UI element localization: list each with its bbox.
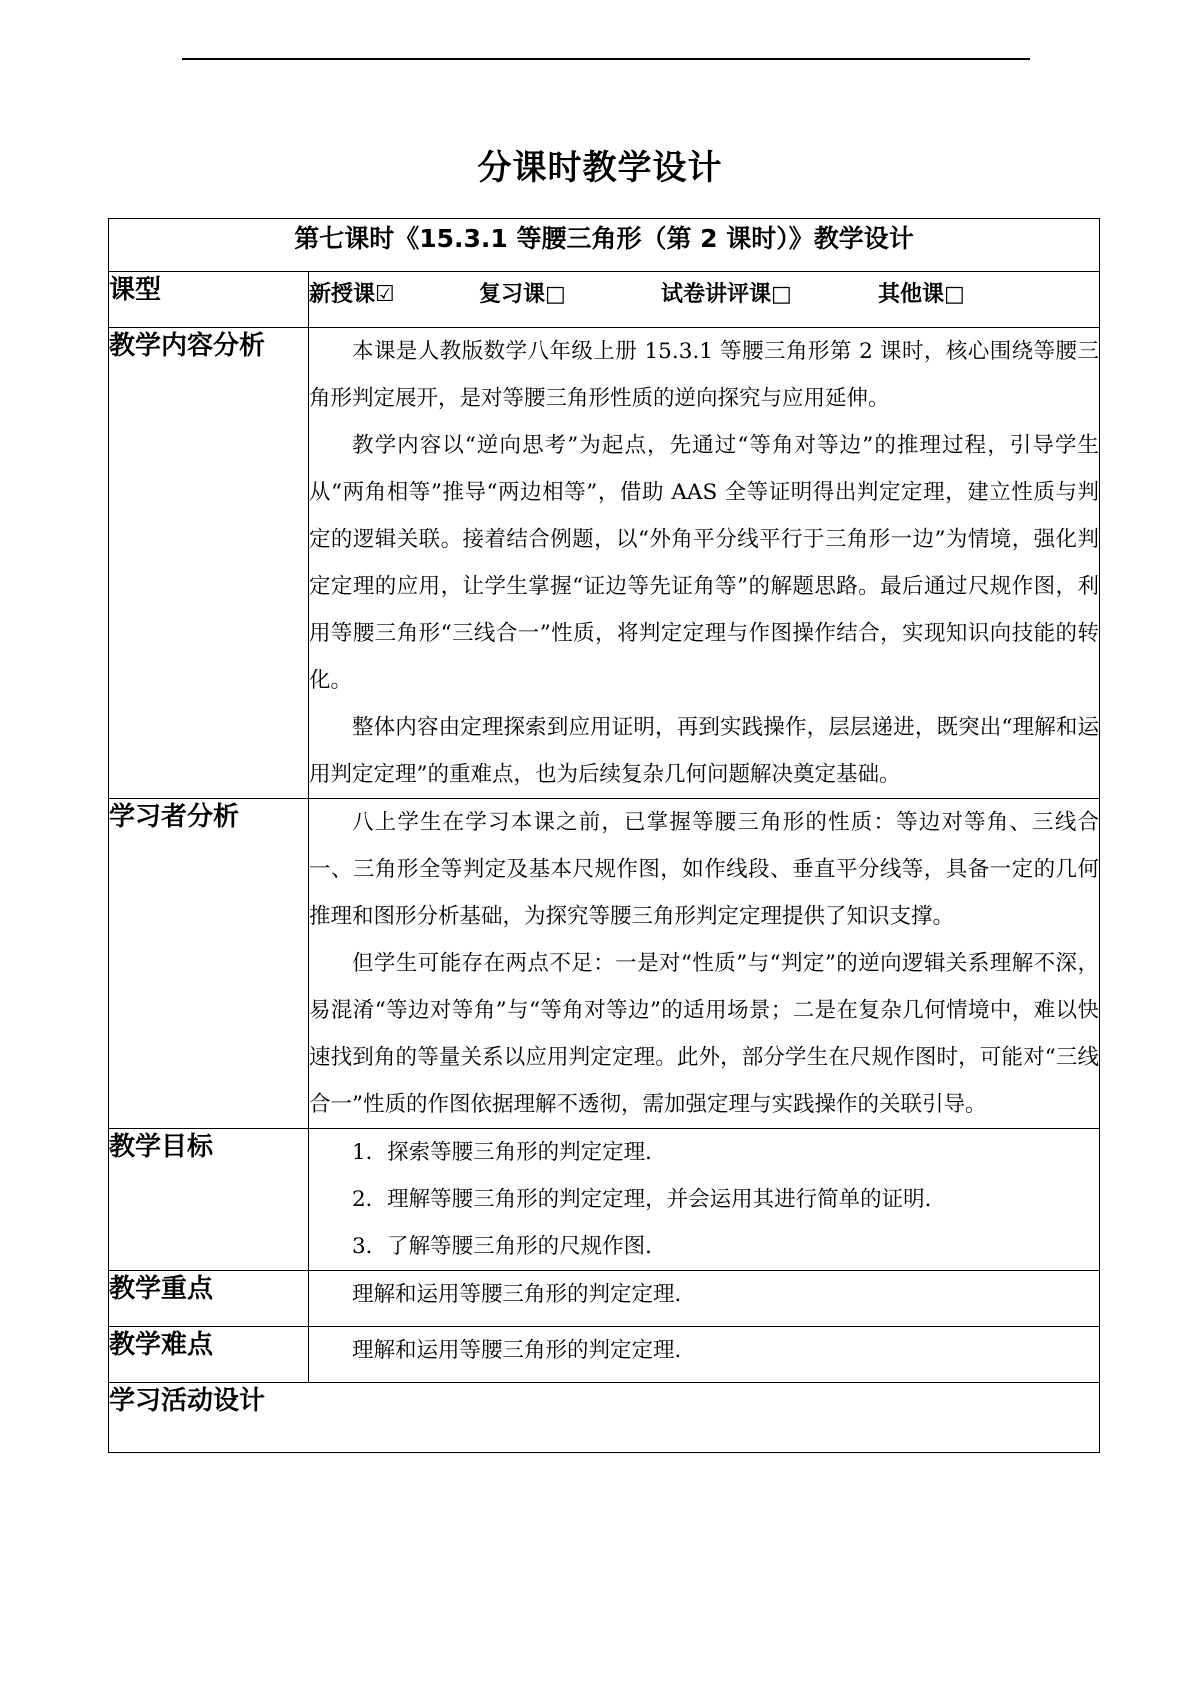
activity-design-row	[109, 1383, 1100, 1453]
activity-design-label: 学习活动设计	[109, 1383, 1100, 1453]
learner-paragraph: 但学生可能存在两点不足：一是对“性质”与“判定”的逆向逻辑关系理解不深，易混淆“等边对等角”与“等角对等边”的适用场景；二是在复杂几何情境中，难以快速找到角的等量关系以应用判定定理。此外，部分学生在尺规作图时，可能对“三线合一”性质的作图依据理解不透彻，需加强定理与实践操作的关联引导。	[309, 951, 1099, 1117]
option-new-lesson[interactable]: 新授课☑	[309, 282, 395, 307]
lesson-type-options	[309, 272, 1100, 328]
key-point-label: 教学重点	[109, 1271, 309, 1327]
difficult-point-label: 教学难点	[109, 1327, 309, 1383]
objectives-body	[309, 1129, 1100, 1271]
lesson-type-label: 课型	[109, 272, 309, 328]
objective-item: 3．了解等腰三角形的尺规作图．	[352, 1234, 667, 1259]
option-review-lesson[interactable]: 复习课□	[479, 282, 566, 307]
learner-analysis-label: 学习者分析	[109, 799, 309, 1129]
lesson-title-row	[109, 219, 1100, 272]
learner-analysis-row	[109, 799, 1100, 1129]
difficult-point-text: 理解和运用等腰三角形的判定定理．	[352, 1338, 697, 1363]
lesson-type-row	[109, 272, 1100, 328]
page-title: 分课时教学设计	[477, 148, 723, 188]
lesson-design-table	[108, 218, 1100, 1453]
difficult-point-row	[109, 1327, 1100, 1383]
content-analysis-label: 教学内容分析	[109, 328, 309, 799]
content-analysis-body	[309, 328, 1100, 799]
objectives-row	[109, 1129, 1100, 1271]
option-exam-review-lesson[interactable]: 试卷讲评课□	[661, 282, 792, 307]
objective-item: 1．探索等腰三角形的判定定理．	[352, 1140, 667, 1165]
option-other-lesson[interactable]: 其他课□	[878, 282, 965, 307]
lesson-title: 第七课时《15.3.1 等腰三角形（第 2 课时）》教学设计	[109, 219, 1100, 272]
difficult-point-body	[309, 1327, 1100, 1383]
objectives-label: 教学目标	[109, 1129, 309, 1271]
key-point-row	[109, 1271, 1100, 1327]
content-paragraph: 本课是人教版数学八年级上册 15.3.1 等腰三角形第 2 课时，核心围绕等腰三角形判定展开，是对等腰三角形性质的逆向探究与应用延伸。	[309, 339, 1099, 411]
key-point-text: 理解和运用等腰三角形的判定定理．	[352, 1282, 697, 1307]
objective-item: 2．理解等腰三角形的判定定理，并会运用其进行简单的证明．	[352, 1187, 947, 1212]
content-analysis-row	[109, 328, 1100, 799]
learner-analysis-body	[309, 799, 1100, 1129]
learner-paragraph: 八上学生在学习本课之前，已掌握等腰三角形的性质：等边对等角、三线合一、三角形全等判定及基本尺规作图，如作线段、垂直平分线等，具备一定的几何推理和图形分析基础，为探究等腰三角形判定定理提供了知识支撑。	[309, 810, 1099, 929]
key-point-body	[309, 1271, 1100, 1327]
content-paragraph: 整体内容由定理探索到应用证明，再到实践操作，层层递进，既突出“理解和运用判定定理”的重难点，也为后续复杂几何问题解决奠定基础。	[309, 715, 1099, 787]
content-paragraph: 教学内容以“逆向思考”为起点，先通过“等角对等边”的推理过程，引导学生从“两角相等”推导“两边相等”，借助 AAS 全等证明得出判定定理，建立性质与判定的逻辑关联。接着结合例题，以“外角平分线平行于三角形一边”为情境，强化判定定理的应用，让学生掌握“证边等先证角等”的解题思路。最后通过尺规作图，利用等腰三角形“三线合一”性质，将判定定理与作图操作结合，实现知识向技能的转化。	[309, 433, 1099, 693]
header-rule	[182, 58, 1030, 60]
